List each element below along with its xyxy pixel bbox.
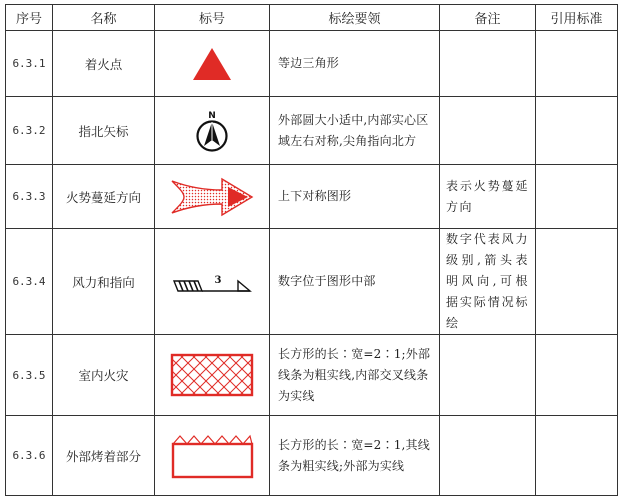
header-name: 名称 bbox=[53, 5, 155, 31]
row-seq: 6.3.3 bbox=[6, 165, 53, 229]
row-standard bbox=[536, 97, 618, 165]
table-row bbox=[6, 335, 618, 416]
north-arrow-icon bbox=[192, 108, 232, 154]
row-seq: 6.3.6 bbox=[6, 416, 53, 496]
row-seq: 6.3.4 bbox=[6, 229, 53, 335]
header-remarks: 备注 bbox=[440, 5, 536, 31]
row-symbol bbox=[155, 97, 270, 165]
row-standard bbox=[536, 416, 618, 496]
header-rules: 标绘要领 bbox=[270, 5, 440, 31]
red-triangle-icon bbox=[192, 47, 232, 81]
wind-arrow-icon bbox=[172, 269, 252, 295]
row-standard bbox=[536, 229, 618, 335]
symbol-standard-table bbox=[5, 4, 618, 496]
row-name: 指北矢标 bbox=[53, 97, 155, 165]
header-standard: 引用标准 bbox=[536, 5, 618, 31]
table-row bbox=[6, 97, 618, 165]
table-row bbox=[6, 165, 618, 229]
row-rules: 上下对称图形 bbox=[270, 165, 440, 229]
row-name: 外部烤着部分 bbox=[53, 416, 155, 496]
row-standard bbox=[536, 335, 618, 416]
table-header-row bbox=[6, 5, 618, 31]
row-symbol bbox=[155, 229, 270, 335]
row-rules: 等边三角形 bbox=[270, 31, 440, 97]
row-remarks: 表示火势蔓延方向 bbox=[440, 165, 536, 229]
table-row bbox=[6, 416, 618, 496]
row-name: 火势蔓延方向 bbox=[53, 165, 155, 229]
row-remarks: 数字代表风力级别,箭头表明风向,可根据实际情况标绘 bbox=[440, 229, 536, 335]
wind-force-label: 3 bbox=[214, 274, 222, 286]
row-rules: 外部圆大小适中,内部实心区域左右对称,尖角指向北方 bbox=[270, 97, 440, 165]
row-standard bbox=[536, 31, 618, 97]
fire-spread-arrow-icon bbox=[170, 177, 254, 217]
row-rules: 数字位于图形中部 bbox=[270, 229, 440, 335]
row-remarks bbox=[440, 31, 536, 97]
row-name: 风力和指向 bbox=[53, 229, 155, 335]
row-remarks bbox=[440, 335, 536, 416]
row-name: 着火点 bbox=[53, 31, 155, 97]
row-rules: 长方形的长∶宽=2∶1;外部线条为粗实线,内部交叉线条为实线 bbox=[270, 335, 440, 416]
external-burning-rect-icon bbox=[170, 432, 254, 480]
row-rules: 长方形的长∶宽=2∶1,其线条为粗实线;外部为实线 bbox=[270, 416, 440, 496]
row-seq: 6.3.5 bbox=[6, 335, 53, 416]
table-row bbox=[6, 229, 618, 335]
north-label: N bbox=[208, 110, 216, 121]
row-remarks bbox=[440, 416, 536, 496]
row-seq: 6.3.2 bbox=[6, 97, 53, 165]
row-symbol bbox=[155, 165, 270, 229]
indoor-fire-hatched-rect-icon bbox=[170, 353, 254, 397]
table-row bbox=[6, 31, 618, 97]
row-symbol bbox=[155, 335, 270, 416]
row-seq: 6.3.1 bbox=[6, 31, 53, 97]
row-remarks bbox=[440, 97, 536, 165]
row-name: 室内火灾 bbox=[53, 335, 155, 416]
header-seq: 序号 bbox=[6, 5, 53, 31]
row-symbol bbox=[155, 416, 270, 496]
row-symbol bbox=[155, 31, 270, 97]
row-standard bbox=[536, 165, 618, 229]
header-symbol: 标号 bbox=[155, 5, 270, 31]
